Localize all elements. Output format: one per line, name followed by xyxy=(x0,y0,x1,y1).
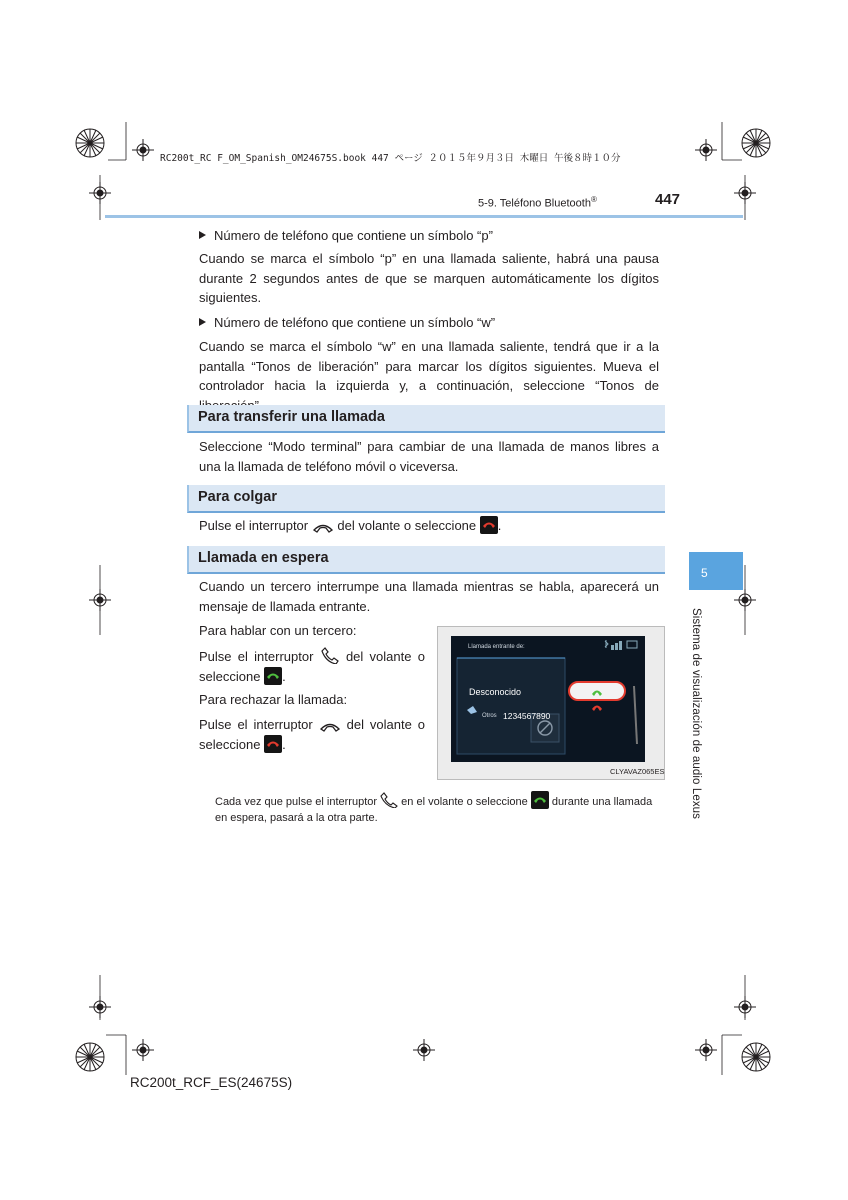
hang-up-switch-icon xyxy=(312,521,334,533)
printer-info-line: RC200t_RC F_OM_Spanish_OM24675S.book 447 ページ ２０１５年９月３日 木曜日 午後８時１０分 xyxy=(160,153,621,164)
end-call-button-icon xyxy=(264,735,282,753)
bullet-triangle-icon xyxy=(199,318,206,326)
text-fragment: . xyxy=(282,736,286,752)
section-heading xyxy=(187,485,665,513)
text-fragment: . xyxy=(497,518,502,533)
text-fragment: . xyxy=(282,668,286,684)
note-paragraph xyxy=(215,791,661,826)
text-fragment: en el volante o seleccione xyxy=(401,796,528,808)
section-heading xyxy=(187,405,665,433)
paragraph: Cuando se marca el símbolo “w” en una llamada saliente, tendrá que ir a la pantalla “Tonos de liberación” para marcar los dígitos siguientes. Mueva el controlador hacia la izquierda y, a continuación, seleccione “Tonos de xyxy=(199,339,659,393)
registration-sunburst-icon xyxy=(742,129,770,157)
text-fragment: del volante o seleccione xyxy=(199,649,425,684)
text-fragment: durante una llamada en espera, pasará a la otra parte. xyxy=(215,796,653,824)
screen-graphics xyxy=(451,636,645,762)
phone-type: Otros xyxy=(482,713,497,719)
end-call-button-icon xyxy=(480,516,498,534)
text-fragment: Pulse el interruptor xyxy=(199,649,314,664)
reject-label: Para rechazar la llamada: xyxy=(199,692,348,707)
talk-label: Para hablar con un tercero: xyxy=(199,623,357,638)
image-code: CLYAVAZ065ES xyxy=(610,767,665,776)
answer-call-button-icon xyxy=(264,667,282,685)
text-fragment: del volante o seleccione xyxy=(199,717,425,752)
text-fragment: Pulse el interruptor xyxy=(199,717,313,732)
text-fragment: del volante o seleccione xyxy=(337,518,477,533)
bullet-triangle-icon xyxy=(199,231,206,239)
registered-mark: ® xyxy=(590,195,597,204)
paragraph xyxy=(199,646,425,686)
caller-name: Desconocido xyxy=(469,687,522,697)
chapter-number: 5 xyxy=(701,566,708,580)
bullet-text: Número de teléfono que contiene un símbolo “w” xyxy=(214,315,496,330)
incoming-label: Llamada entrante de: xyxy=(468,644,525,650)
section-title: 5-9. Teléfono Bluetooth xyxy=(478,197,591,210)
paragraph: Cuando un tercero interrumpe una llamada mientras se habla, aparecerá un mensaje de llamada entrante. xyxy=(199,579,659,614)
bullet-item xyxy=(199,313,495,332)
paragraph: Seleccione “Modo terminal” para cambiar de una llamada de manos libres a una la llamada de teléfono móvil o viceversa. xyxy=(199,439,659,474)
section-heading-text: Para colgar xyxy=(198,489,277,505)
incoming-call-screen xyxy=(451,636,645,762)
header-rule xyxy=(105,215,743,218)
registration-sunburst-icon xyxy=(76,129,104,157)
phone-switch-icon xyxy=(320,646,340,664)
bullet-text: Número de teléfono que contiene un símbolo “p” xyxy=(214,228,493,243)
caller-number: 1234567890 xyxy=(503,711,551,721)
text-fragment: Cada vez que pulse el interruptor xyxy=(215,796,378,808)
registration-sunburst-icon xyxy=(742,1043,770,1071)
paragraph: Cuando se marca el símbolo “p” en una llamada saliente, habrá una pausa durante 2 segundos antes de que se marquen automáticamente los dígitos siguientes. xyxy=(199,251,659,305)
section-heading-text: Llamada en espera xyxy=(198,550,329,566)
registration-sunburst-icon xyxy=(76,1043,104,1071)
paragraph xyxy=(199,516,669,536)
footer-code: RC200t_RCF_ES(24675S) xyxy=(130,1075,293,1090)
page-number: 447 xyxy=(655,191,681,208)
answer-call-button-icon xyxy=(531,791,549,809)
hang-up-switch-icon xyxy=(319,720,341,732)
text-fragment: Pulse el interruptor xyxy=(199,518,309,533)
section-heading xyxy=(187,546,665,574)
running-header xyxy=(478,195,597,210)
paragraph xyxy=(199,715,425,754)
section-heading-text: Para transferir una llamada xyxy=(198,409,385,425)
chapter-tab xyxy=(689,552,743,590)
chapter-title: Sistema de visualización de audio Lexus xyxy=(690,608,702,820)
bullet-item xyxy=(199,226,493,245)
phone-switch-icon xyxy=(380,792,398,808)
